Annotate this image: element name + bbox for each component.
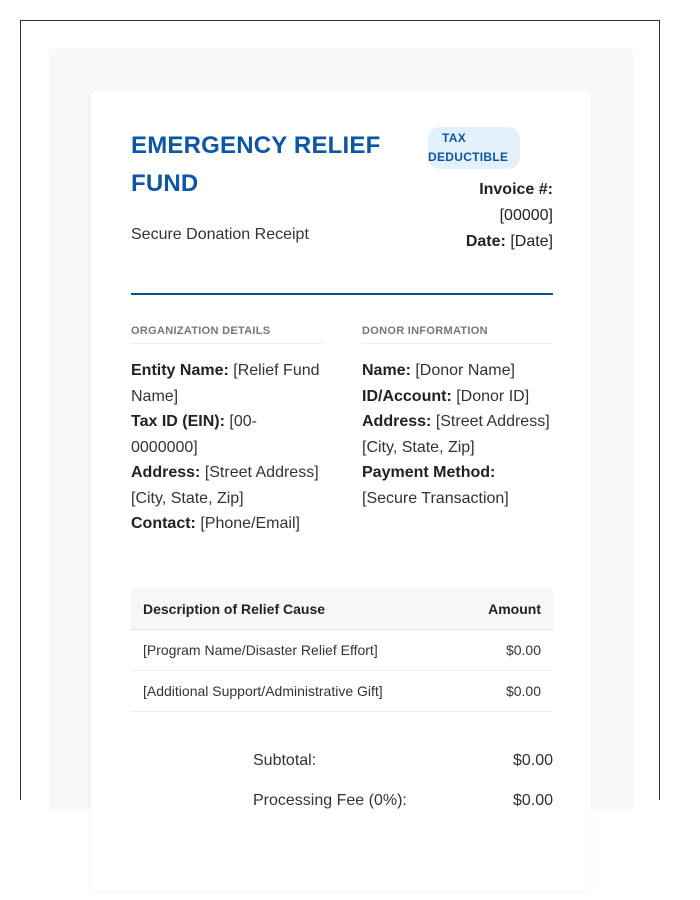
processing-fee-label: Processing Fee (0%): bbox=[253, 792, 407, 809]
payment-method-field bbox=[362, 460, 553, 511]
table-row bbox=[131, 630, 553, 671]
badge-line-2: DEDUCTIBLE bbox=[428, 150, 509, 164]
invoice-number bbox=[433, 177, 553, 203]
table-row bbox=[131, 671, 553, 712]
entity-name-field bbox=[131, 358, 323, 409]
subtotal-value: $0.00 bbox=[512, 752, 553, 769]
organization-heading: ORGANIZATION DETAILS bbox=[131, 325, 323, 344]
donor-id-value: [Donor ID] bbox=[456, 387, 530, 405]
description-column-header: Description of Relief Cause bbox=[131, 589, 458, 630]
receipt-content bbox=[131, 91, 553, 832]
invoice-label: Invoice #: bbox=[479, 181, 553, 198]
fund-title: EMERGENCY RELIEF FUND bbox=[131, 132, 381, 197]
payment-method-value: [Secure Transaction] bbox=[362, 489, 509, 507]
donor-name-field bbox=[362, 358, 553, 384]
contact-label: Contact: bbox=[131, 515, 196, 532]
donor-id-field bbox=[362, 384, 553, 410]
receipt-header bbox=[131, 91, 553, 295]
contact-value: [Phone/Email] bbox=[200, 515, 300, 532]
invoice-date bbox=[433, 229, 553, 255]
org-address-field bbox=[131, 460, 323, 511]
totals-section bbox=[131, 752, 553, 832]
payment-method-label: Payment Method: bbox=[362, 464, 496, 481]
processing-fee-value: $0.00 bbox=[512, 792, 553, 809]
amount-column-header: Amount bbox=[458, 589, 553, 630]
contact-field bbox=[131, 511, 323, 537]
item-amount: $0.00 bbox=[458, 630, 553, 671]
invoice-value: [00000] bbox=[499, 207, 553, 224]
item-amount: $0.00 bbox=[458, 671, 553, 712]
tax-deductible-badge bbox=[428, 127, 520, 169]
receipt-subtitle: Secure Donation Receipt bbox=[131, 226, 309, 243]
tax-id-field bbox=[131, 409, 323, 460]
page-frame bbox=[20, 20, 660, 809]
donor-address-label: Address: bbox=[362, 413, 432, 430]
donor-id-label: ID/Account: bbox=[362, 387, 452, 405]
date-label: Date: bbox=[465, 233, 506, 250]
entity-label: Entity Name: bbox=[131, 362, 229, 379]
processing-fee-row bbox=[131, 792, 553, 832]
donation-items-table bbox=[131, 589, 553, 712]
subtotal-label: Subtotal: bbox=[253, 752, 317, 769]
tax-id-value: [00-0000000] bbox=[131, 413, 257, 456]
document-canvas bbox=[49, 49, 633, 809]
receipt-card bbox=[91, 91, 591, 891]
donor-address-value: [Street Address] [City, State, Zip] bbox=[362, 413, 550, 456]
badge-line-1: TAX bbox=[442, 131, 467, 145]
organization-details bbox=[131, 325, 323, 537]
donor-information bbox=[362, 325, 553, 511]
tax-id-label: Tax ID (EIN): bbox=[131, 413, 225, 430]
subtotal-row bbox=[131, 752, 553, 792]
donor-name-label: Name: bbox=[362, 362, 411, 379]
item-description: [Additional Support/Administrative Gift] bbox=[131, 671, 458, 712]
org-address-value: [Street Address] [City, State, Zip] bbox=[131, 464, 319, 507]
entity-value: [Relief Fund Name] bbox=[131, 362, 320, 405]
details-section bbox=[131, 295, 553, 589]
invoice-meta bbox=[433, 177, 553, 255]
date-value: [Date] bbox=[510, 233, 553, 250]
donor-heading: DONOR INFORMATION bbox=[362, 325, 553, 344]
item-description: [Program Name/Disaster Relief Effort] bbox=[131, 630, 458, 671]
donor-address-field bbox=[362, 409, 553, 460]
donor-name-value: [Donor Name] bbox=[415, 362, 515, 379]
table-header-row bbox=[131, 589, 553, 630]
org-address-label: Address: bbox=[131, 464, 201, 481]
